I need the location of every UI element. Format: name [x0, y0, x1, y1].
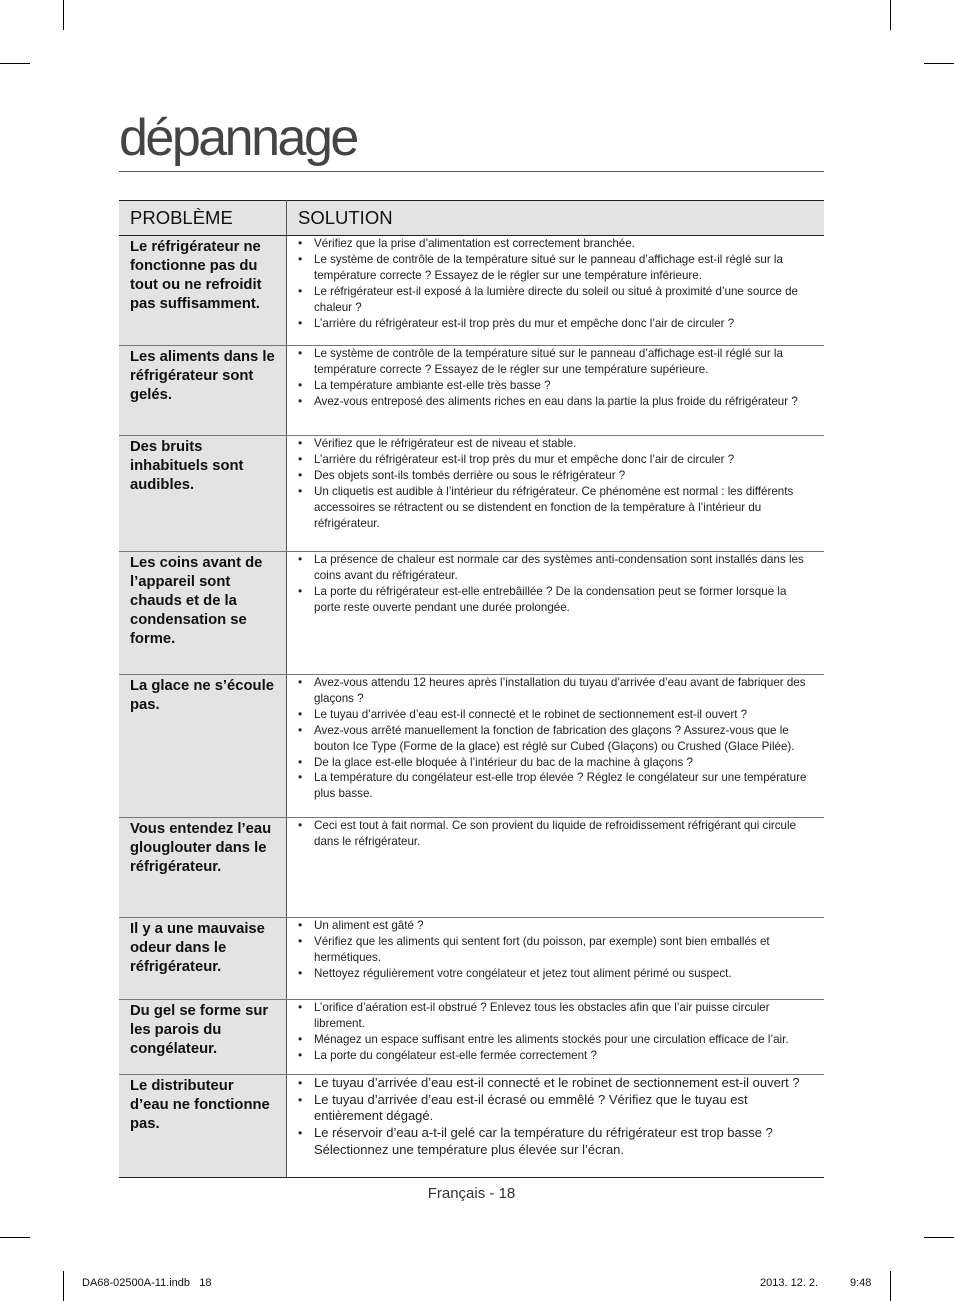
- print-date: 2013. 12. 2.: [760, 1277, 819, 1289]
- crop-mark: [890, 1271, 891, 1301]
- troubleshooting-table: [119, 200, 824, 1178]
- solution-item: • De la glace est-elle bloquée à l’intérieur du bac de la machine à glaçons ?: [297, 755, 814, 771]
- page-title: dépannage: [119, 109, 357, 167]
- table-row: [119, 918, 824, 1000]
- table-row: [119, 818, 824, 918]
- solution-item: • La porte du réfrigérateur est-elle entrebâillée ? De la condensation peut se former lorsque la porte reste ouverte pendant une durée prolongée.: [297, 584, 814, 616]
- solution-cell: [287, 918, 825, 1000]
- crop-mark: [63, 0, 64, 30]
- table-row: [119, 675, 824, 818]
- solution-item: • Ceci est tout à fait normal. Ce son provient du liquide de refroidissement réfrigérant qui circule dans le réfrigérateur.: [297, 818, 814, 850]
- solution-item: • Le réservoir d’eau a-t-il gelé car la température du réfrigérateur est trop basse ? Sélectionnez une température plus élevée sur l’écran.: [297, 1125, 814, 1158]
- solution-item: • Le tuyau d’arrivée d’eau est-il écrasé ou emmêlé ? Vérifiez que le tuyau est entièrement dégagé.: [297, 1092, 814, 1125]
- problem-cell: Le réfrigérateur ne fonctionne pas du tout ou ne refroidit pas suffisamment.: [119, 236, 287, 346]
- solution-item: • Vérifiez que les aliments qui sentent fort (du poisson, par exemple) sont bien emballés et hermétiques.: [297, 934, 814, 966]
- problem-cell: Du gel se forme sur les parois du congélateur.: [119, 1000, 287, 1075]
- solution-list: [297, 675, 814, 802]
- column-header-problem: PROBLÈME: [119, 201, 287, 236]
- solution-list: [297, 1075, 814, 1159]
- solution-item: • Le système de contrôle de la température situé sur le panneau d’affichage est-il réglé sur la température correcte ? Essayez de le régler sur une température inférieure.: [297, 252, 814, 284]
- title-divider: [119, 171, 824, 172]
- solution-list: [297, 552, 814, 616]
- problem-cell: Les coins avant de l’appareil sont chauds et de la condensation se forme.: [119, 552, 287, 675]
- solution-item: • Nettoyez régulièrement votre congélateur et jetez tout aliment périmé ou suspect.: [297, 966, 814, 982]
- solution-item: • Un cliquetis est audible à l’intérieur du réfrigérateur. Ce phénomène est normal : les différents accessoires se rétractent ou se distendent en fonction de la température à l’intérieur du réfrigérateur.: [297, 484, 814, 532]
- solution-cell: [287, 236, 825, 346]
- problem-cell: Des bruits inhabituels sont audibles.: [119, 436, 287, 552]
- solution-item: • Avez-vous arrêté manuellement la fonction de fabrication des glaçons ? Assurez-vous que le bouton Ice Type (Forme de la glace) est réglé sur Cubed (Glaçons) ou Crushed (Glace Pilée).: [297, 723, 814, 755]
- problem-cell: Les aliments dans le réfrigérateur sont gelés.: [119, 346, 287, 436]
- crop-mark: [924, 63, 954, 64]
- print-file-name: DA68-02500A-11.indb 18: [82, 1277, 212, 1289]
- solution-item: • Avez-vous attendu 12 heures après l’installation du tuyau d’arrivée d’eau avant de fabriquer des glaçons ?: [297, 675, 814, 707]
- table-row: [119, 1075, 824, 1178]
- solution-item: • Un aliment est gâté ?: [297, 918, 814, 934]
- solution-item: • Le tuyau d’arrivée d’eau est-il connecté et le robinet de sectionnement est-il ouvert ?: [297, 1075, 814, 1092]
- solution-item: • La température du congélateur est-elle trop élevée ? Réglez le congélateur sur une température plus basse.: [297, 770, 814, 802]
- table-row: [119, 1000, 824, 1075]
- solution-list: [297, 236, 814, 331]
- problem-cell: Vous entendez l’eau glouglouter dans le réfrigérateur.: [119, 818, 287, 918]
- problem-cell: Il y a une mauvaise odeur dans le réfrigérateur.: [119, 918, 287, 1000]
- solution-item: • Des objets sont-ils tombés derrière ou sous le réfrigérateur ?: [297, 468, 814, 484]
- table-row: [119, 552, 824, 675]
- solution-item: • Le réfrigérateur est-il exposé à la lumière directe du soleil ou situé à proximité d’une source de chaleur ?: [297, 284, 814, 316]
- solution-cell: [287, 818, 825, 918]
- solution-list: [297, 1000, 814, 1064]
- solution-item: • La température ambiante est-elle très basse ?: [297, 378, 814, 394]
- solution-list: [297, 918, 814, 982]
- crop-mark: [0, 1237, 30, 1238]
- solution-item: • L’arrière du réfrigérateur est-il trop près du mur et empêche donc l’air de circuler ?: [297, 452, 814, 468]
- problem-cell: La glace ne s’écoule pas.: [119, 675, 287, 818]
- solution-cell: [287, 1075, 825, 1178]
- crop-mark: [924, 1237, 954, 1238]
- solution-cell: [287, 552, 825, 675]
- solution-item: • Le tuyau d’arrivée d’eau est-il connecté et le robinet de sectionnement est-il ouvert ?: [297, 707, 814, 723]
- page-number: Français - 18: [427, 1185, 516, 1202]
- solution-item: • La présence de chaleur est normale car des systèmes anti-condensation sont installés dans les coins avant du réfrigérateur.: [297, 552, 814, 584]
- solution-item: • Vérifiez que la prise d’alimentation est correctement branchée.: [297, 236, 814, 252]
- solution-item: • L’orifice d’aération est-il obstrué ? Enlevez tous les obstacles afin que l’air puisse circuler librement.: [297, 1000, 814, 1032]
- solution-item: • Avez-vous entreposé des aliments riches en eau dans la partie la plus froide du réfrigérateur ?: [297, 394, 814, 410]
- solution-cell: [287, 675, 825, 818]
- table-row: [119, 436, 824, 552]
- solution-cell: [287, 436, 825, 552]
- solution-item: • Vérifiez que le réfrigérateur est de niveau et stable.: [297, 436, 814, 452]
- solution-list: [297, 346, 814, 410]
- table-header-row: [119, 201, 824, 236]
- solution-list: [297, 436, 814, 531]
- crop-mark: [890, 0, 891, 30]
- print-time: 9:48: [850, 1277, 872, 1289]
- solution-item: • Ménagez un espace suffisant entre les aliments stockés pour une circulation efficace de l’air.: [297, 1032, 814, 1048]
- table-row: [119, 346, 824, 436]
- solution-cell: [287, 346, 825, 436]
- solution-item: • Le système de contrôle de la température situé sur le panneau d’affichage est-il réglé sur la température correcte ? Essayez de le régler sur une température supérieure.: [297, 346, 814, 378]
- problem-cell: Le distributeur d’eau ne fonctionne pas.: [119, 1075, 287, 1178]
- crop-mark: [63, 1271, 64, 1301]
- solution-list: [297, 818, 814, 850]
- table-row: [119, 236, 824, 346]
- column-header-solution: SOLUTION: [287, 201, 825, 236]
- solution-cell: [287, 1000, 825, 1075]
- solution-item: • La porte du congélateur est-elle fermée correctement ?: [297, 1048, 814, 1064]
- solution-item: • L’arrière du réfrigérateur est-il trop près du mur et empêche donc l’air de circuler ?: [297, 316, 814, 332]
- crop-mark: [0, 63, 30, 64]
